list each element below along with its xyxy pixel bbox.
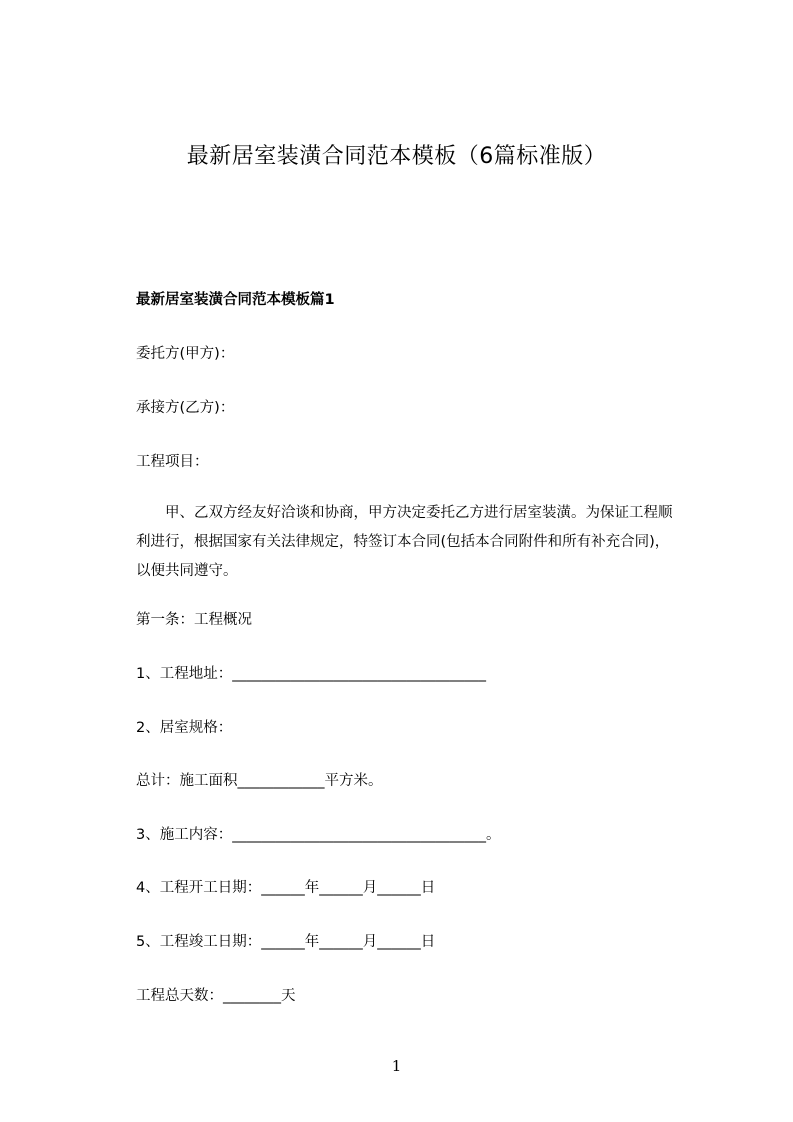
item-project-address: 1、工程地址：___________________________________ xyxy=(136,666,486,682)
party-b-label: 承接方(乙方)： xyxy=(136,400,235,416)
intro-line: 利进行，根据国家有关法律规定，特签订本合同(包括本合同附件和所有补充合同)， xyxy=(136,534,670,550)
intro-line: 以便共同遵守。 xyxy=(136,563,238,579)
party-a-label: 委托方(甲方)： xyxy=(136,346,235,362)
document-title: 最新居室装潢合同范本模板（6篇标准版） xyxy=(186,144,607,169)
project-label: 工程项目： xyxy=(136,454,209,470)
item-completion-date: 5、工程竣工日期：______年______月______日 xyxy=(136,934,436,950)
total-days: 工程总天数：________天 xyxy=(136,988,296,1004)
article-1-heading: 第一条：工程概况 xyxy=(136,612,252,628)
intro-line: 甲、乙双方经友好洽谈和协商，甲方决定委托乙方进行居室装潢。为保证工程顺 xyxy=(136,505,673,521)
total-area: 总计：施工面积____________平方米。 xyxy=(136,773,383,789)
item-room-spec: 2、居室规格： xyxy=(136,720,233,736)
page-number: 1 xyxy=(391,1057,402,1075)
intro-paragraph xyxy=(136,499,696,586)
section-heading: 最新居室装潢合同范本模板篇1 xyxy=(136,292,335,308)
item-start-date: 4、工程开工日期：______年______月______日 xyxy=(136,880,436,896)
item-construction-content: 3、施工内容：___________________________________。 xyxy=(136,827,501,843)
